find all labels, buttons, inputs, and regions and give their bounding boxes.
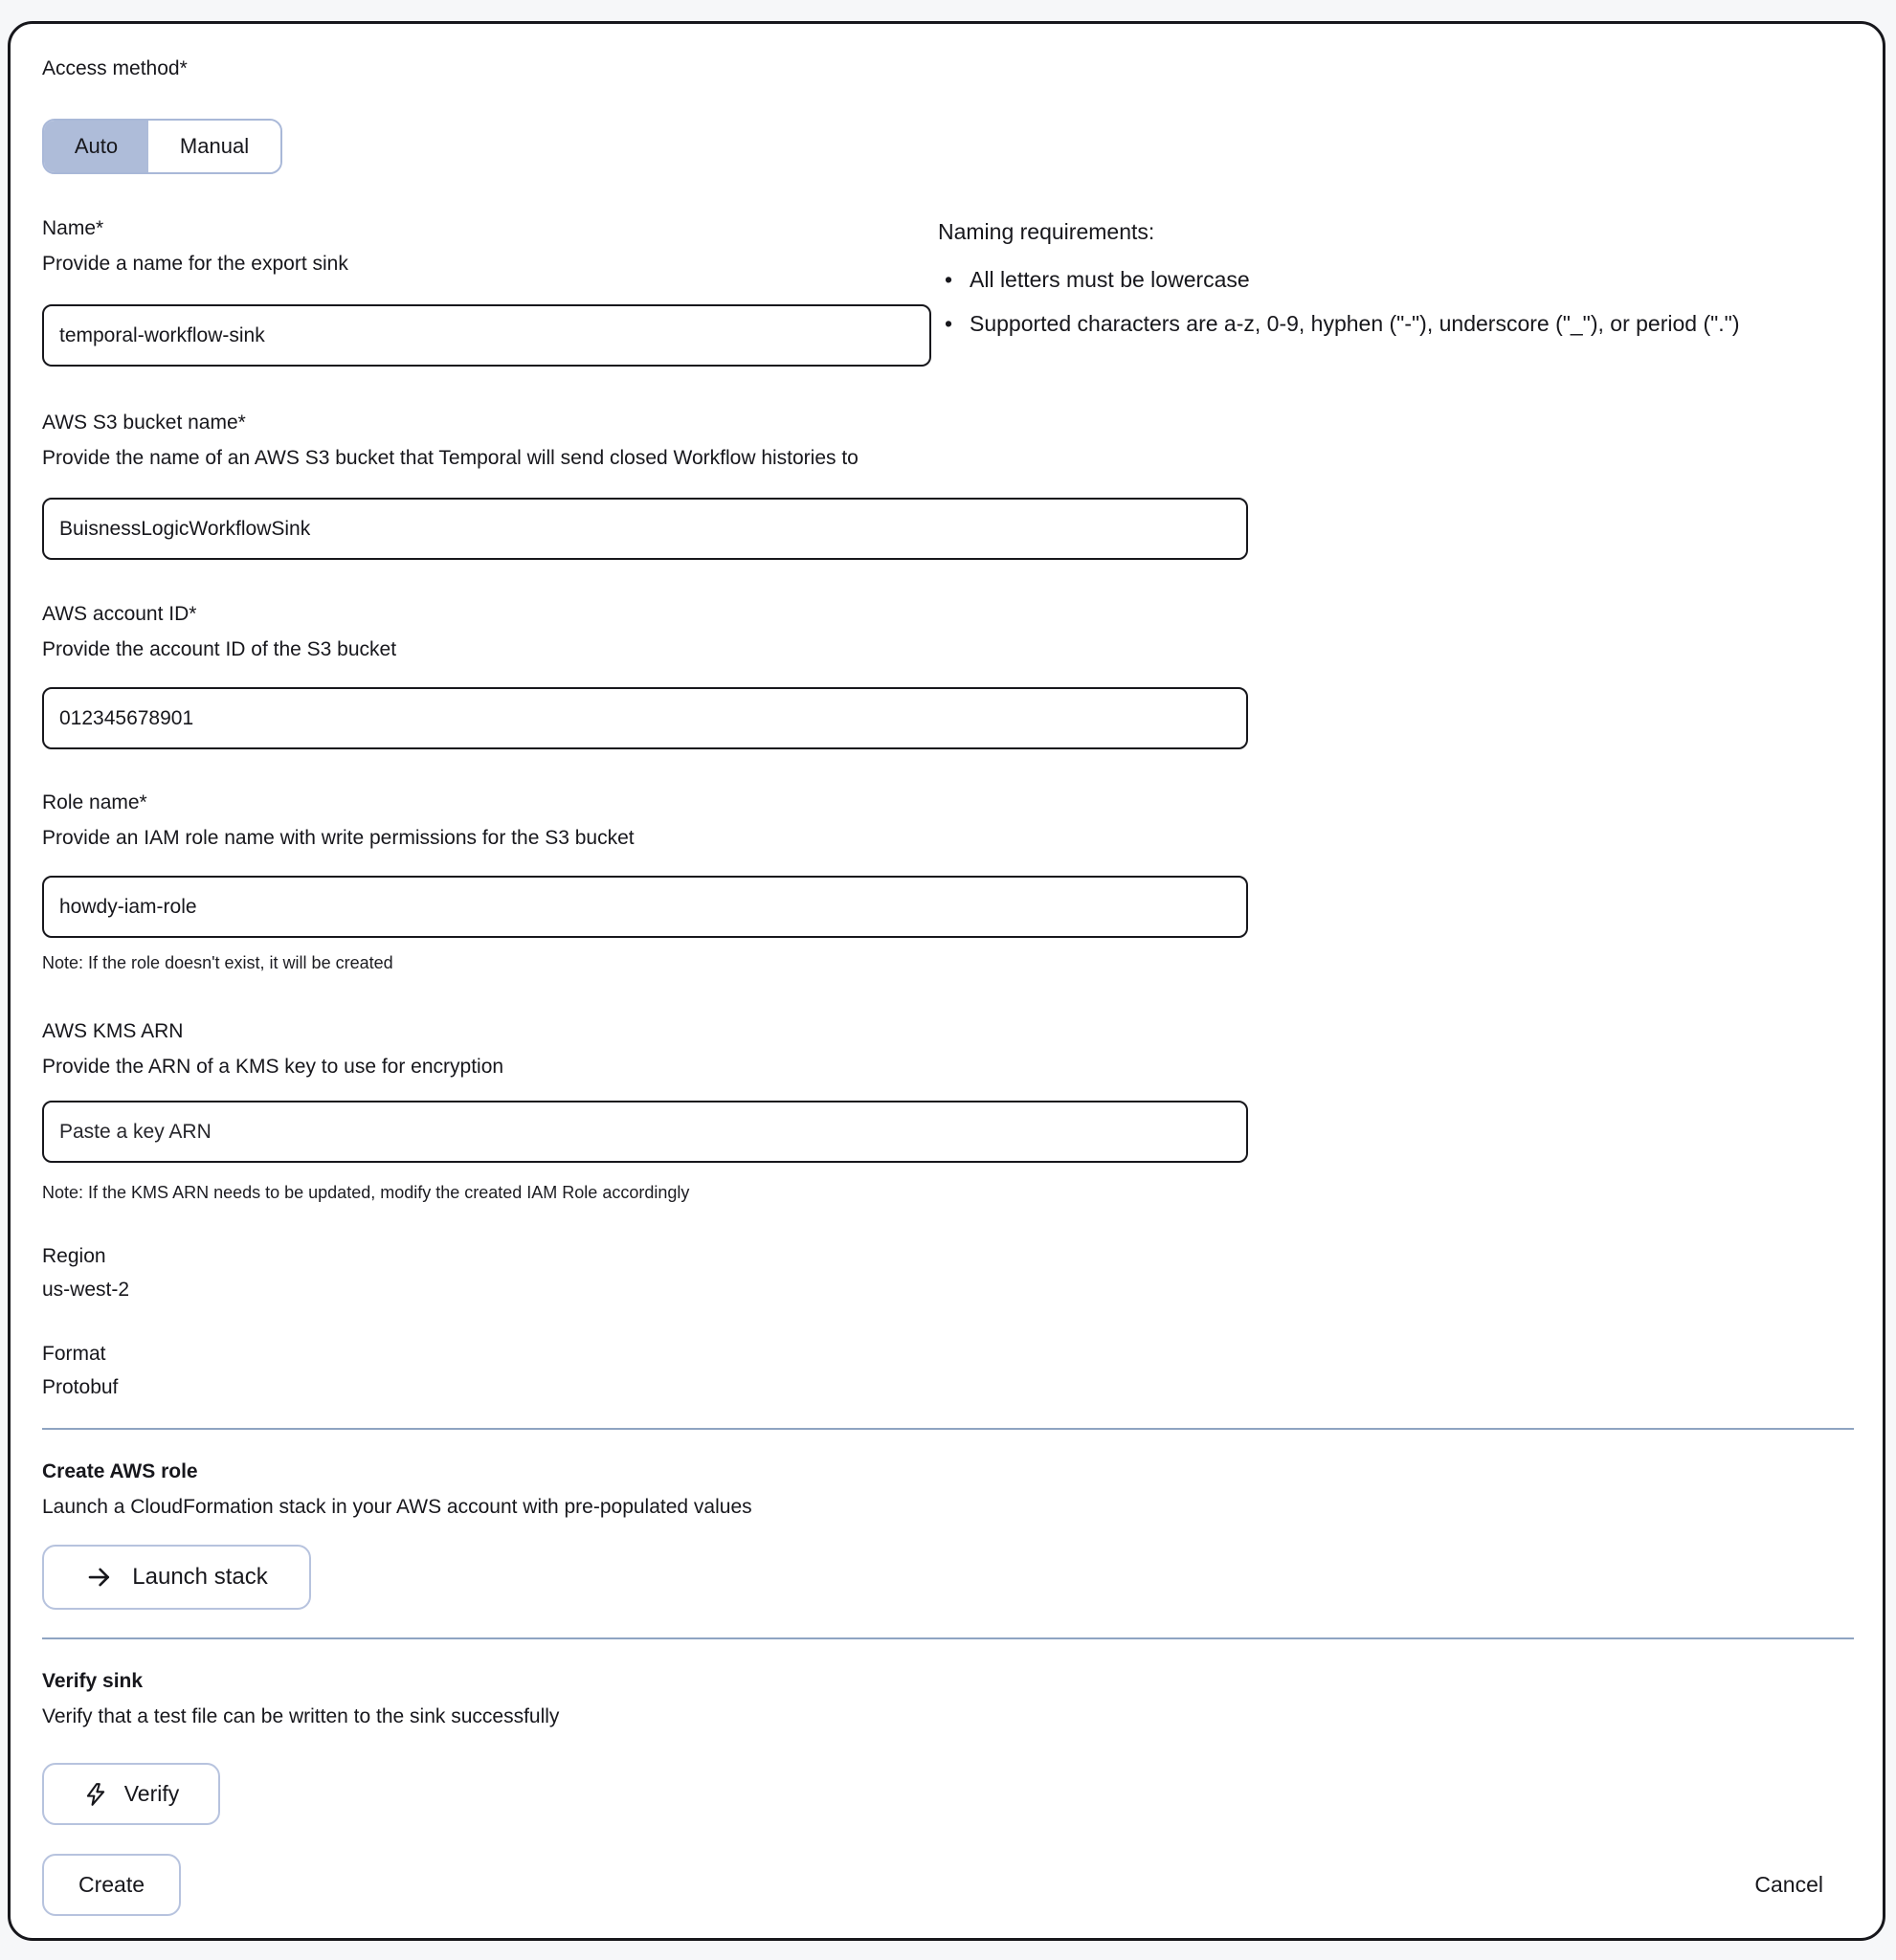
format-label: Format [42,1343,106,1365]
name-label: Name* [42,217,104,239]
access-method-toggle [42,119,282,174]
kms-arn-label: AWS KMS ARN [42,1020,184,1042]
section-divider [42,1637,1854,1639]
verify-label: Verify [123,1781,180,1806]
access-method-manual-option[interactable]: Manual [148,121,280,172]
format-value: Protobuf [42,1376,119,1398]
verify-sink-title: Verify sink [42,1670,144,1692]
create-button[interactable]: Create [42,1854,181,1916]
form-actions [42,1854,1854,1916]
account-id-input[interactable] [42,687,1248,749]
verify-button[interactable] [42,1763,220,1825]
cancel-button[interactable]: Cancel [1754,1872,1823,1897]
region-label: Region [42,1245,106,1267]
launch-stack-label: Launch stack [132,1564,268,1590]
naming-requirements-list [938,261,1761,343]
naming-requirement-item: • All letters must be lowercase [938,261,1747,299]
arrow-right-icon [85,1563,114,1592]
s3-bucket-input[interactable] [42,498,1248,560]
account-id-description: Provide the account ID of the S3 bucket [42,638,397,660]
s3-bucket-label: AWS S3 bucket name* [42,412,246,434]
create-aws-role-description: Launch a CloudFormation stack in your AWS account with pre-populated values [42,1496,752,1518]
s3-bucket-description: Provide the name of an AWS S3 bucket that Temporal will send closed Workflow histories to [42,447,859,469]
access-method-label: Access method* [42,57,188,79]
access-method-auto-option[interactable]: Auto [44,121,148,172]
kms-arn-description: Provide the ARN of a KMS key to use for encryption [42,1056,504,1078]
naming-requirement-item: • Supported characters are a-z, 0-9, hyphen ("-"), underscore ("_"), or period (".") [938,305,1747,343]
role-name-description: Provide an IAM role name with write permissions for the S3 bucket [42,827,635,849]
export-sink-form-card [8,21,1885,1941]
kms-arn-note: Note: If the KMS ARN needs to be updated, modify the created IAM Role accordingly [42,1183,690,1202]
create-aws-role-title: Create AWS role [42,1460,198,1482]
name-description: Provide a name for the export sink [42,253,348,275]
kms-arn-input[interactable] [42,1101,1248,1163]
account-id-label: AWS account ID* [42,603,197,625]
launch-stack-button[interactable] [42,1545,311,1610]
role-name-label: Role name* [42,791,147,813]
name-input[interactable] [42,304,931,367]
section-divider [42,1428,1854,1430]
naming-requirements [938,216,1761,343]
naming-requirements-title: Naming requirements: [938,219,1155,244]
verify-sink-description: Verify that a test file can be written to the sink successfully [42,1705,560,1727]
region-value: us-west-2 [42,1279,130,1301]
role-name-input[interactable] [42,876,1248,938]
lightning-bolt-icon [83,1782,108,1807]
role-name-note: Note: If the role doesn't exist, it will be created [42,953,393,972]
